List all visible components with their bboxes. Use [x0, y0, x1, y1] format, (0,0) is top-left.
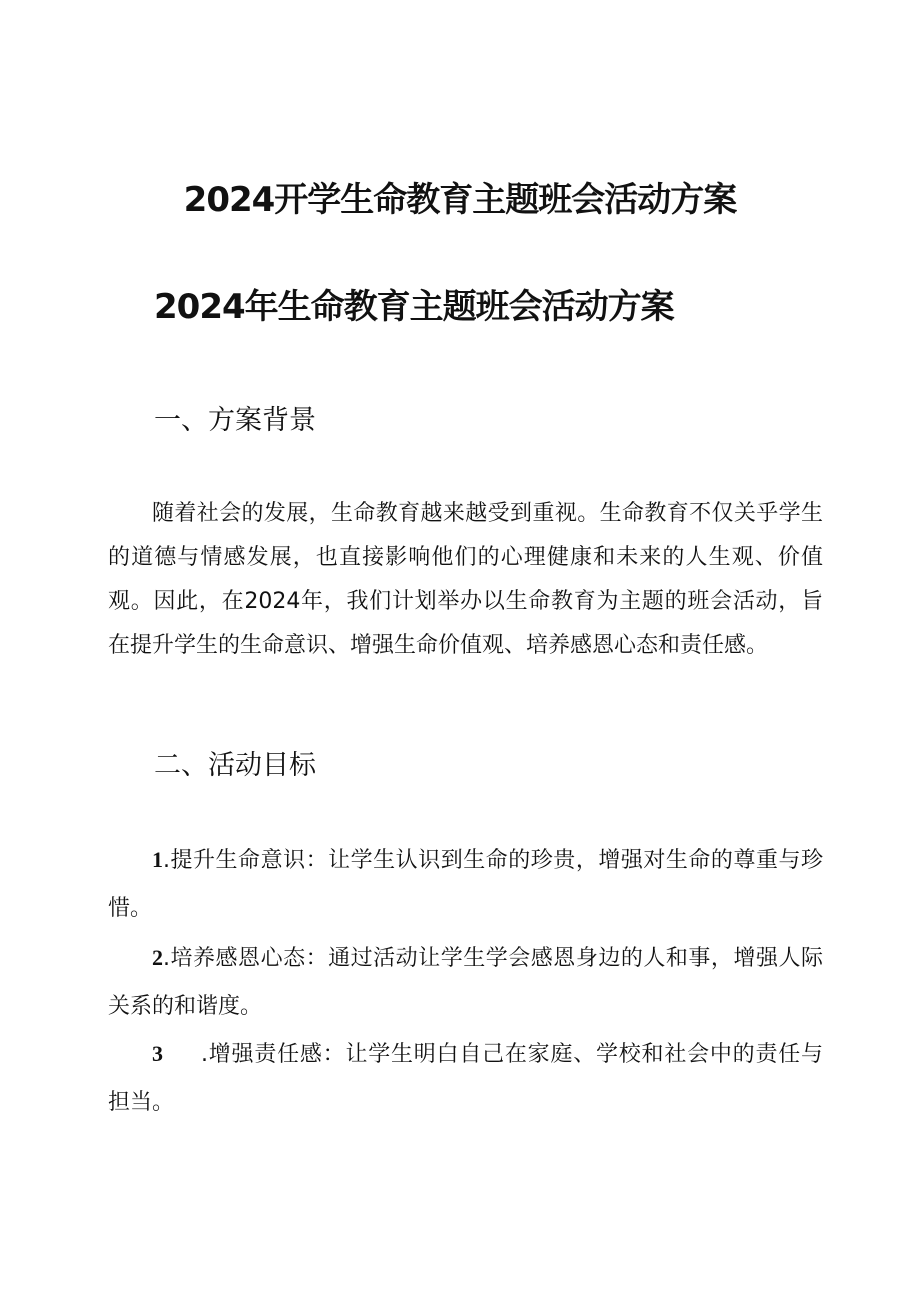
goal-item-text: .提升生命意识：让学生认识到生命的珍贵，增强对生命的尊重与珍惜。 — [108, 848, 823, 921]
section-heading-goals: 二、活动目标 — [154, 750, 316, 781]
background-paragraph-text: 随着社会的发展，生命教育越来越受到重视。生命教育不仅关乎学生的道德与情感发展，也直接影响他们的心理健康和未来的人生观、价值观。因此，在2024年，我们计划举办以生命教育为主题的班会活动，旨在提升学生的生命意识、增强生命价值观、培养感恩心态和责任感。 — [108, 501, 823, 658]
goal-item-number: 3 — [152, 1041, 163, 1066]
goal-item-text: .培养感恩心态：通过活动让学生学会感恩身边的人和事，增强人际关系的和谐度。 — [108, 946, 823, 1019]
section-heading-background: 一、方案背景 — [154, 405, 316, 436]
goal-item-number: 1 — [152, 847, 163, 872]
goal-item — [108, 1030, 823, 1127]
goal-item-text: .增强责任感：让学生明白自己在家庭、学校和社会中的责任与担当。 — [108, 1042, 823, 1115]
goal-item — [108, 934, 823, 1031]
background-paragraph — [108, 492, 823, 668]
document-subtitle: 2024年生命教育主题班会活动方案 — [154, 287, 674, 327]
document-title: 2024开学生命教育主题班会活动方案 — [183, 180, 737, 220]
goal-item — [108, 836, 823, 933]
goal-item-number: 2 — [152, 945, 163, 970]
